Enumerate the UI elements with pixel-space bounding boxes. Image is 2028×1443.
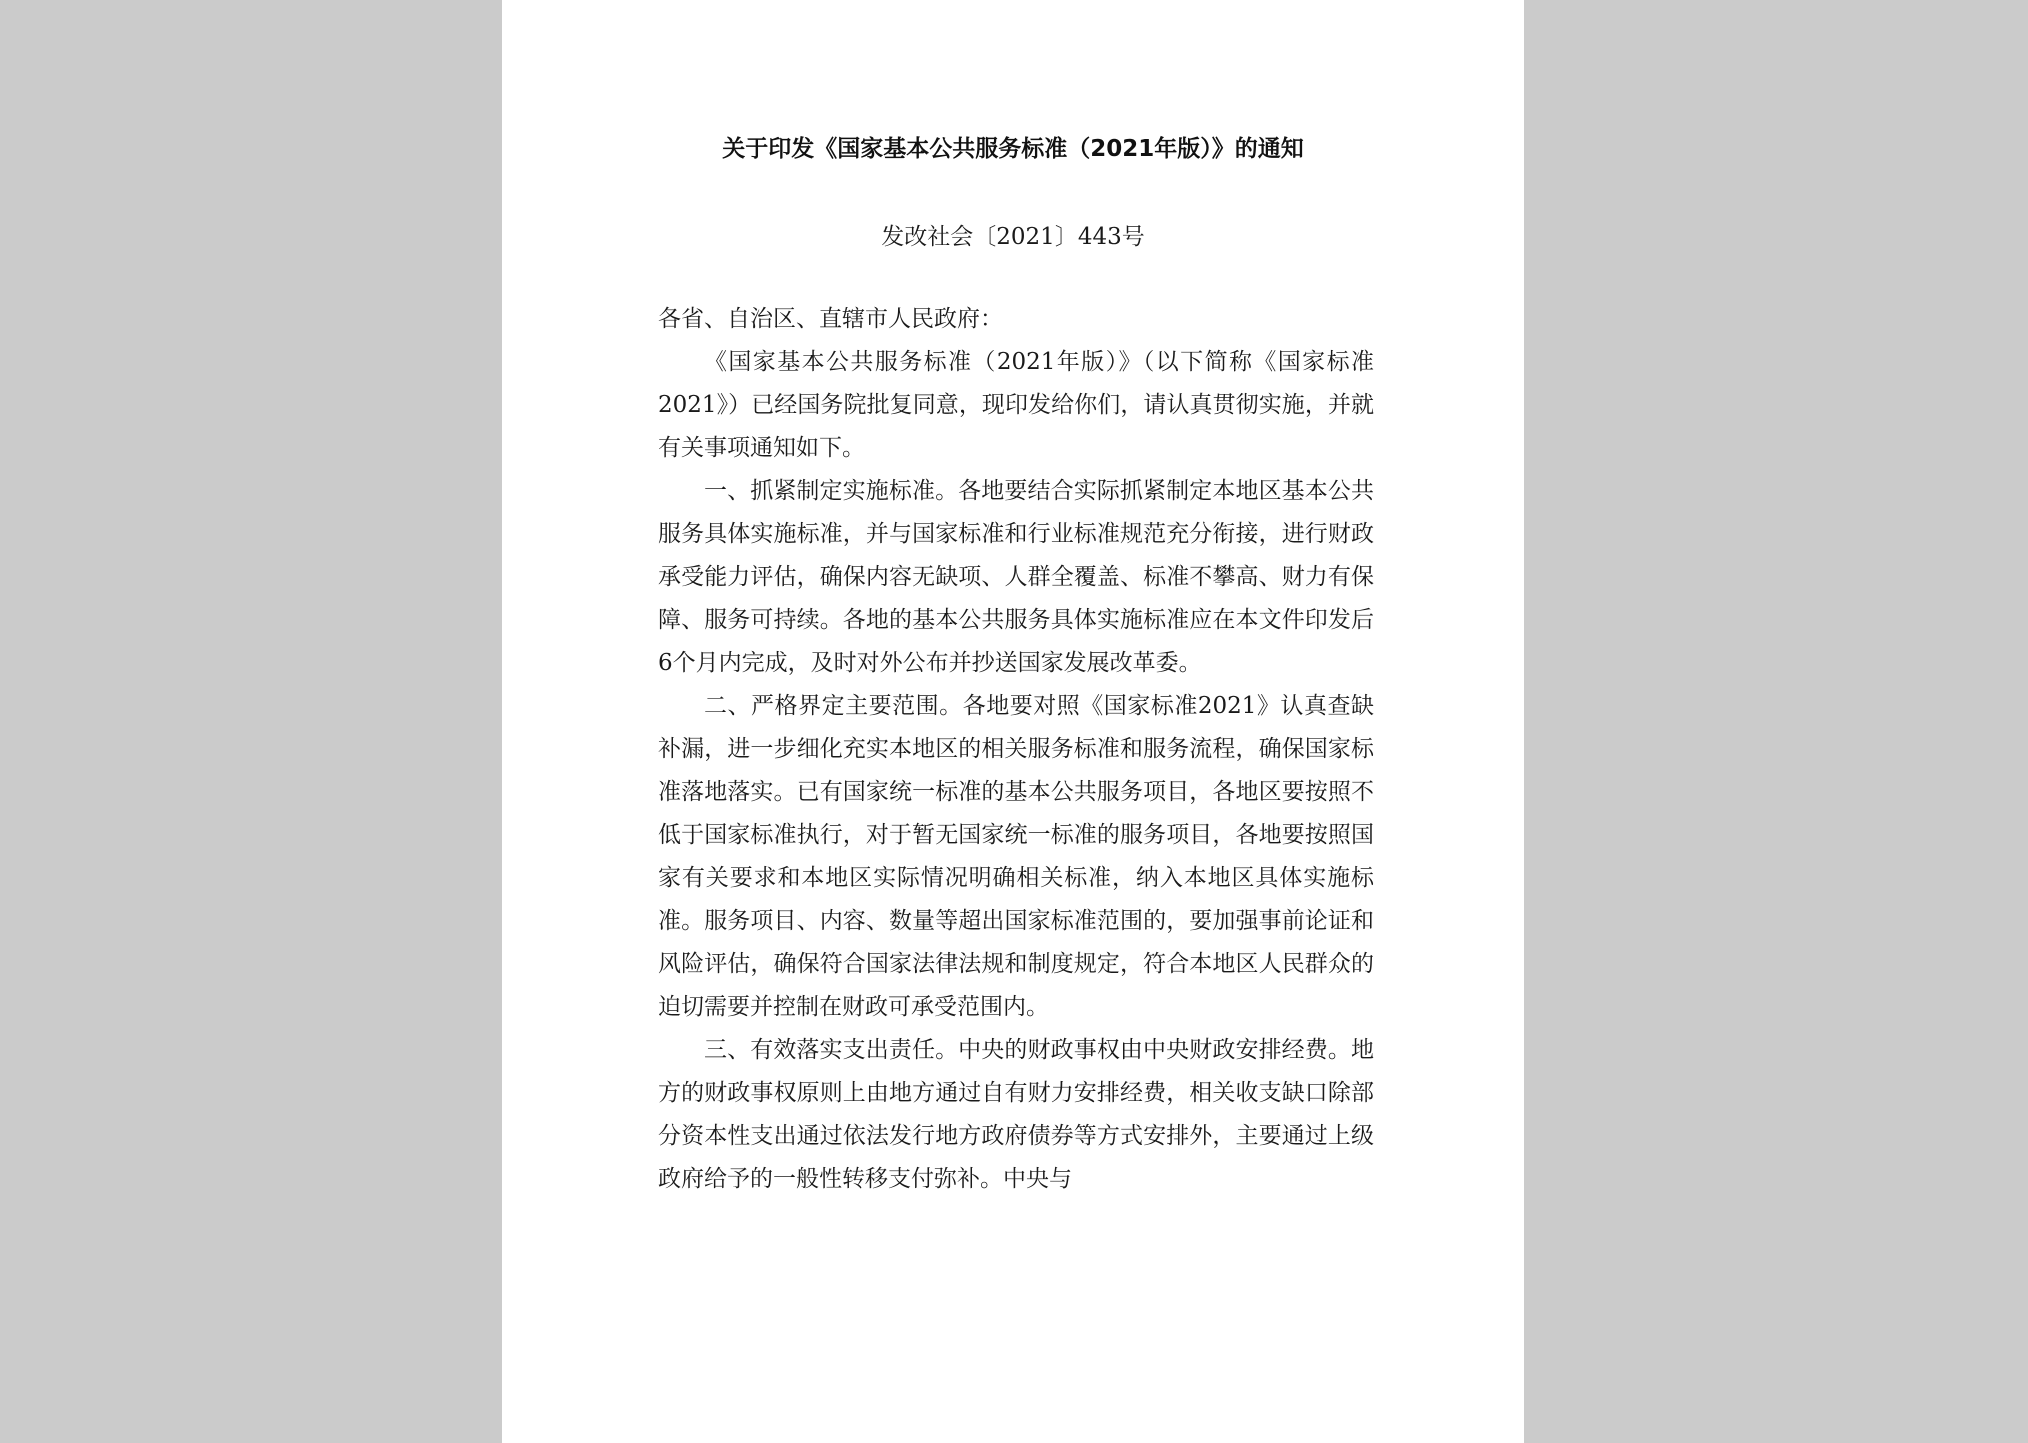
- paragraph-intro: 《国家基本公共服务标准（2021年版）》（以下简称《国家标准2021》）已经国务院批复同意，现印发给你们，请认真贯彻实施，并就有关事项通知如下。: [658, 349, 1374, 461]
- document-body: [658, 341, 1374, 1201]
- document-title: 关于印发《国家基本公共服务标准（2021年版）》的通知: [722, 136, 1304, 162]
- document-number: 发改社会〔2021〕443号: [881, 224, 1145, 250]
- addressee-line: 各省、自治区、直辖市人民政府：: [658, 306, 1003, 332]
- paragraph-section-1: 一、抓紧制定实施标准。各地要结合实际抓紧制定本地区基本公共服务具体实施标准，并与国家标准和行业标准规范充分衔接，进行财政承受能力评估，确保内容无缺项、人群全覆盖、标准不攀高、财力有保障、服务可持续。各地的基本公共服务具体实施标准应在本文件印发后6个月内完成，及时对外公布并抄送国家发展改革委。: [658, 478, 1374, 676]
- paragraph-section-2: 二、严格界定主要范围。各地要对照《国家标准2021》认真查缺补漏，进一步细化充实本地区的相关服务标准和服务流程，确保国家标准落地落实。已有国家统一标准的基本公共服务项目，各地区要按照不低于国家标准执行，对于暂无国家统一标准的服务项目，各地要按照国家有关要求和本地区实际情况明确相关标准，纳入本地区具体实施标准。服务项目、内容、数量等超出国家标准范围的，要加强事前论证和风险评估，确保符合国家法律法规和制度规定，符合本地区人民群众的迫切需要并控制在财政可承受范围内。: [658, 693, 1374, 1020]
- document-page: [502, 0, 1524, 1443]
- paragraph-section-3: 三、有效落实支出责任。中央的财政事权由中央财政安排经费。地方的财政事权原则上由地方通过自有财力安排经费，相关收支缺口除部分资本性支出通过依法发行地方政府债券等方式安排外，主要通过上级政府给予的一般性转移支付弥补。中央与: [658, 1037, 1374, 1192]
